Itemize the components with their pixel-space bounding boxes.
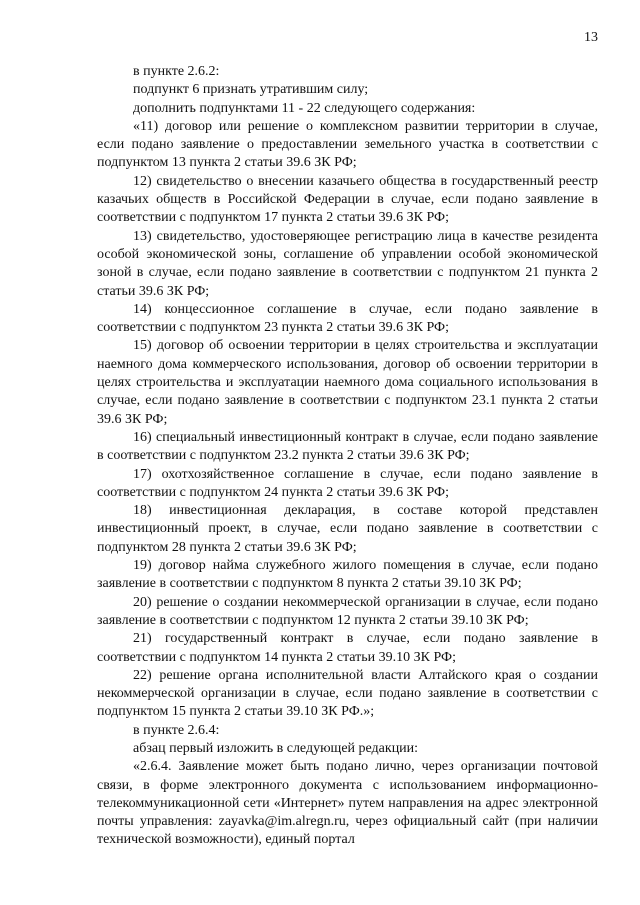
paragraph-item-20: 20) решение о создании некоммерческой организации в случае, если подано заявление в соответствии с подпунктом 12 пункта 2 статьи 39.10 ЗК РФ; bbox=[97, 594, 598, 628]
paragraph-item-22: 22) решение органа исполнительной власти Алтайского края о создании некоммерческой организации в случае, если подано заявление в соответствии с подпунктом 15 пункта 2 статьи 39.10 ЗК РФ.»; bbox=[97, 667, 598, 720]
paragraph-item-19: 19) договор найма служебного жилого помещения в случае, если подано заявление в соответствии с подпунктом 8 пункта 2 статьи 39.10 ЗК РФ; bbox=[97, 558, 598, 592]
paragraph-item-21: 21) государственный контракт в случае, если подано заявление в соответствии с подпунктом 14 пункта 2 статьи 39.10 ЗК РФ; bbox=[97, 631, 598, 665]
paragraph-intro-2-6-2: в пункте 2.6.2: bbox=[133, 64, 220, 79]
document-body bbox=[97, 63, 598, 850]
paragraph-intro-2-6-4: в пункте 2.6.4: bbox=[133, 722, 220, 738]
paragraph-item-11: «11) договор или решение о комплексном развитии территории в случае, если подано заявление о предоставлении земельного участка в соответствии с подпунктом 13 пункта 2 статьи 39.6 ЗК РФ; bbox=[97, 118, 598, 171]
paragraph-2-6-4-text: «2.6.4. Заявление может быть подано лично, через организации почтовой связи, в форме электронного документа с использованием информационно-телекоммуникационной сети «Интернет» путем направления на адрес электронной почты управления: zayavka@im.alregn.ru, через официальный сайт (при наличии технической возможности), единый портал bbox=[97, 759, 598, 848]
paragraph-item-15: 15) договор об освоении территории в целях строительства и эксплуатации наемного дома коммерческого использования, договор об освоении территории в целях строительства и эксплуатации наемного дома социального использования в случае, если подано заявление в соответствии с подпунктом 23.1 пункта 2 статьи 39.6 ЗК РФ; bbox=[97, 338, 598, 427]
paragraph-item-14: 14) концессионное соглашение в случае, если подано заявление в соответствии с подпунктом 23 пункта 2 статьи 39.6 ЗК РФ; bbox=[97, 301, 598, 336]
paragraph-item-12: 12) свидетельство о внесении казачьего общества в государственный реестр казачьих обществ в Российской Федерации в случае, если подано заявление в соответствии с подпунктом 17 пункта 2 статьи 39.6 ЗК РФ; bbox=[97, 173, 598, 226]
paragraph-subitem-6-void: подпункт 6 признать утратившим силу; bbox=[133, 82, 369, 98]
paragraph-item-16: 16) специальный инвестиционный контракт в случае, если подано заявление в соответствии с подпунктом 23.2 пункта 2 статьи 39.6 ЗК РФ; bbox=[97, 429, 598, 464]
paragraph-item-13: 13) свидетельство, удостоверяющее регистрацию лица в качестве резидента особой экономической зоны, соглашение об управлении особой экономической зоной в случае, если подано заявление в соответствии с подпунктом 21 пункта 2 статьи 39.6 ЗК РФ; bbox=[97, 228, 598, 299]
page-number: 13 bbox=[584, 30, 598, 45]
paragraph-item-17: 17) охотхозяйственное соглашение в случае, если подано заявление в соответствии с подпунктом 24 пункта 2 статьи 39.6 ЗК РФ; bbox=[97, 466, 598, 500]
paragraph-first-abzats: абзац первый изложить в следующей редакции: bbox=[133, 740, 419, 756]
paragraph-add-subitems: дополнить подпунктами 11 - 22 следующего содержания: bbox=[133, 100, 476, 116]
paragraph-item-18: 18) инвестиционная декларация, в составе которой представлен инвестиционный проект, в случае, если подано заявление в соответствии с подпунктом 28 пункта 2 статьи 39.6 ЗК РФ; bbox=[97, 503, 598, 555]
